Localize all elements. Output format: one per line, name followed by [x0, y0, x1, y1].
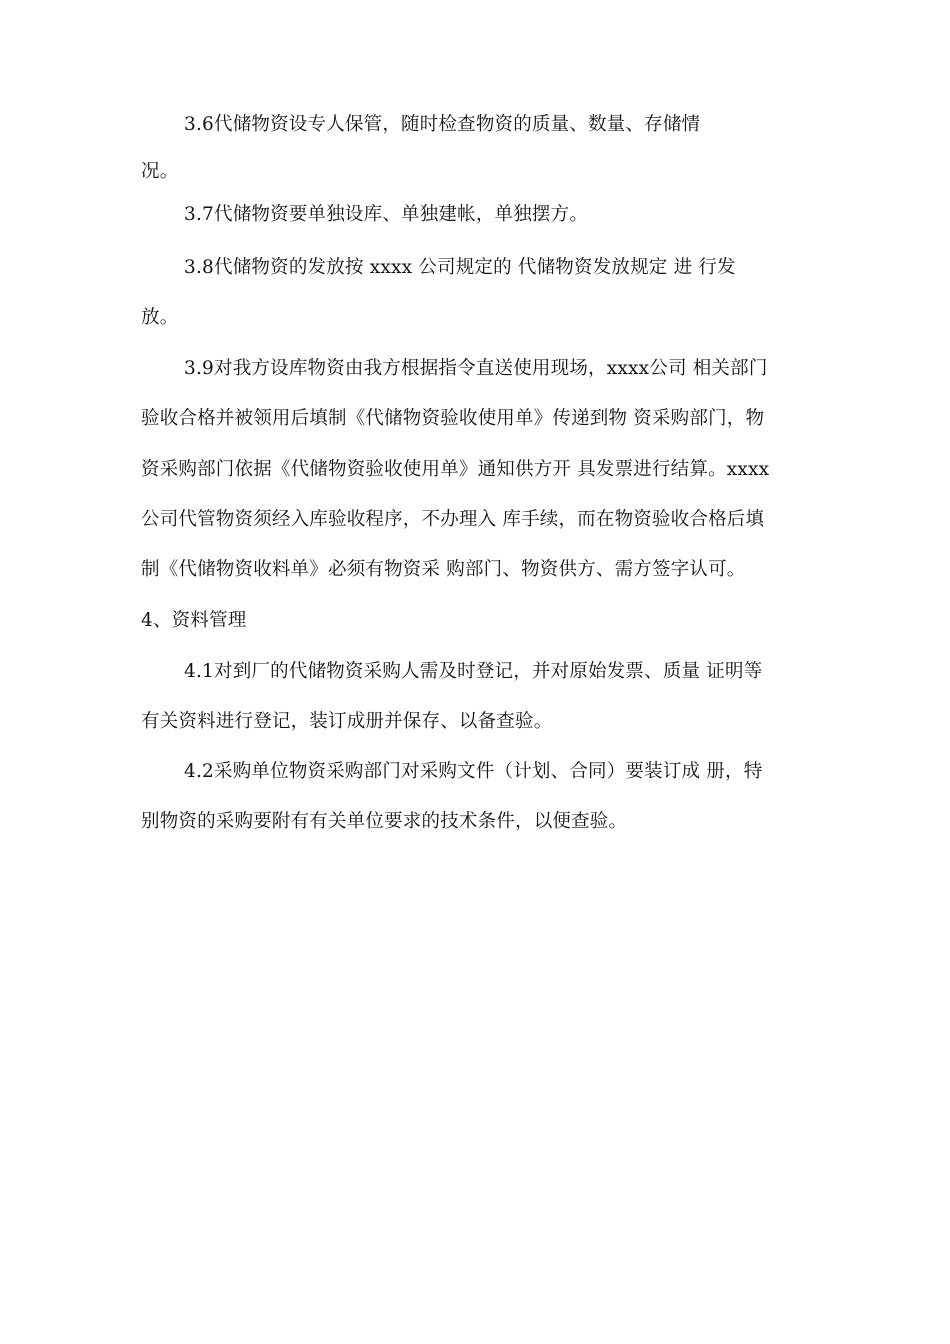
text-line: 有关资料进行登记，装订成册并保存、以备查验。	[141, 711, 553, 732]
text-line: 验收合格并被领用后填制《代储物资验收使用单》传递到物 资采购部门，物	[141, 408, 765, 429]
text-line: 资采购部门依据《代储物资验收使用单》通知供方开 具发票进行结算。xxxx	[141, 459, 770, 480]
text-line: 公司代管物资须经入库验收程序，不办理入 库手续，而在物资验收合格后填	[141, 509, 765, 530]
text-line: 3.9对我方设库物资由我方根据指令直送使用现场，xxxx公司 相关部门	[184, 358, 768, 379]
text-line: 别物资的采购要附有有关单位要求的技术条件，以便查验。	[141, 811, 628, 832]
text-line: 3.8代储物资的发放按 xxxx 公司规定的 代储物资发放规定 进 行发	[184, 257, 736, 278]
text-line: 放。	[141, 307, 179, 328]
text-line: 3.7代储物资要单独设库、单独建帐，单独摆方。	[184, 204, 589, 225]
text-line: 制《代储物资收料单》必须有物资采 购部门、物资供方、需方签字认可。	[141, 559, 746, 580]
section-heading: 4、资料管理	[141, 610, 247, 631]
text-line: 况。	[141, 161, 179, 182]
text-line: 4.2采购单位物资采购部门对采购文件（计划、合同）要装订成 册，特	[184, 761, 763, 782]
text-line: 3.6代储物资设专人保管，随时检查物资的质量、数量、存储情	[184, 114, 701, 135]
text-line: 4.1对到厂的代储物资采购人需及时登记，并对原始发票、质量 证明等	[184, 661, 763, 682]
